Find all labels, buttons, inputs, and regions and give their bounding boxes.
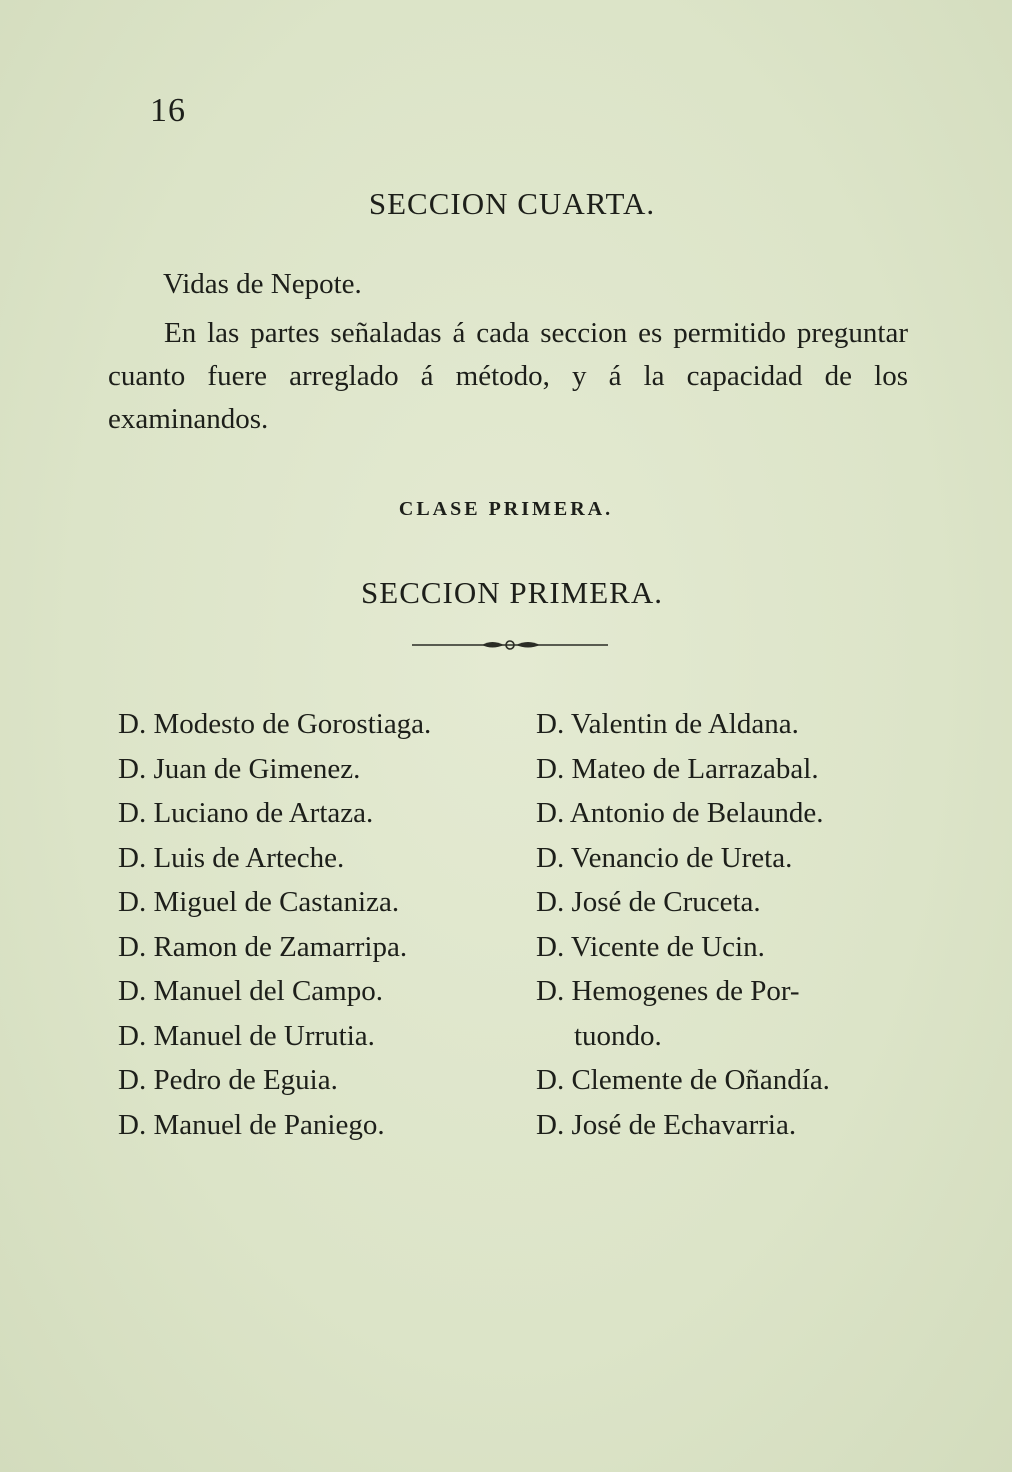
list-item: D. Manuel de Paniego.: [118, 1108, 385, 1141]
list-item: D. Modesto de Gorostiaga.: [118, 708, 432, 740]
page-number: 16: [150, 92, 186, 129]
section-one-title: SECCION PRIMERA.: [361, 575, 663, 610]
list-item: D. José de Cruceta.: [536, 886, 761, 918]
list-item: D. Luciano de Artaza.: [118, 797, 374, 829]
list-item: D. Miguel de Castaniza.: [118, 886, 400, 918]
list-item: D. Antonio de Belaunde.: [536, 797, 824, 829]
list-item-continuation: tuondo.: [574, 1019, 662, 1052]
subheading: Vidas de Nepote.: [163, 268, 362, 300]
class-heading: CLASE PRIMERA.: [398, 498, 614, 520]
section-four-title: SECCION CUARTA.: [368, 186, 656, 221]
list-item: D. Manuel de Urrutia.: [118, 1019, 375, 1052]
ornament-divider-icon: [412, 638, 608, 652]
list-item: D. Luis de Arteche.: [118, 841, 345, 874]
instruction-paragraph: [108, 312, 908, 441]
list-item: D. Hemogenes de Por-: [536, 975, 800, 1007]
list-item: D. Valentin de Aldana.: [536, 708, 799, 740]
names-list-left: [118, 702, 508, 1147]
list-item: D. Venancio de Ureta.: [536, 841, 793, 874]
list-item: D. Clemente de Oñandía.: [536, 1064, 830, 1096]
paragraph-text: En las partes señaladas á cada seccion es permitido preguntar cuanto fuere arreglado á método, y á la capacidad de los examinandos.: [108, 317, 908, 435]
list-item: D. Juan de Gimenez.: [118, 752, 361, 785]
list-item: D. Vicente de Ucin.: [536, 930, 765, 963]
list-item: D. Manuel del Campo.: [118, 975, 383, 1007]
list-item: D. Pedro de Eguia.: [118, 1064, 338, 1096]
names-list-right: [536, 702, 906, 1147]
list-item: D. Mateo de Larrazabal.: [536, 752, 819, 785]
list-item: D. José de Echavarria.: [536, 1108, 797, 1141]
list-item: D. Ramon de Zamarripa.: [118, 930, 408, 963]
